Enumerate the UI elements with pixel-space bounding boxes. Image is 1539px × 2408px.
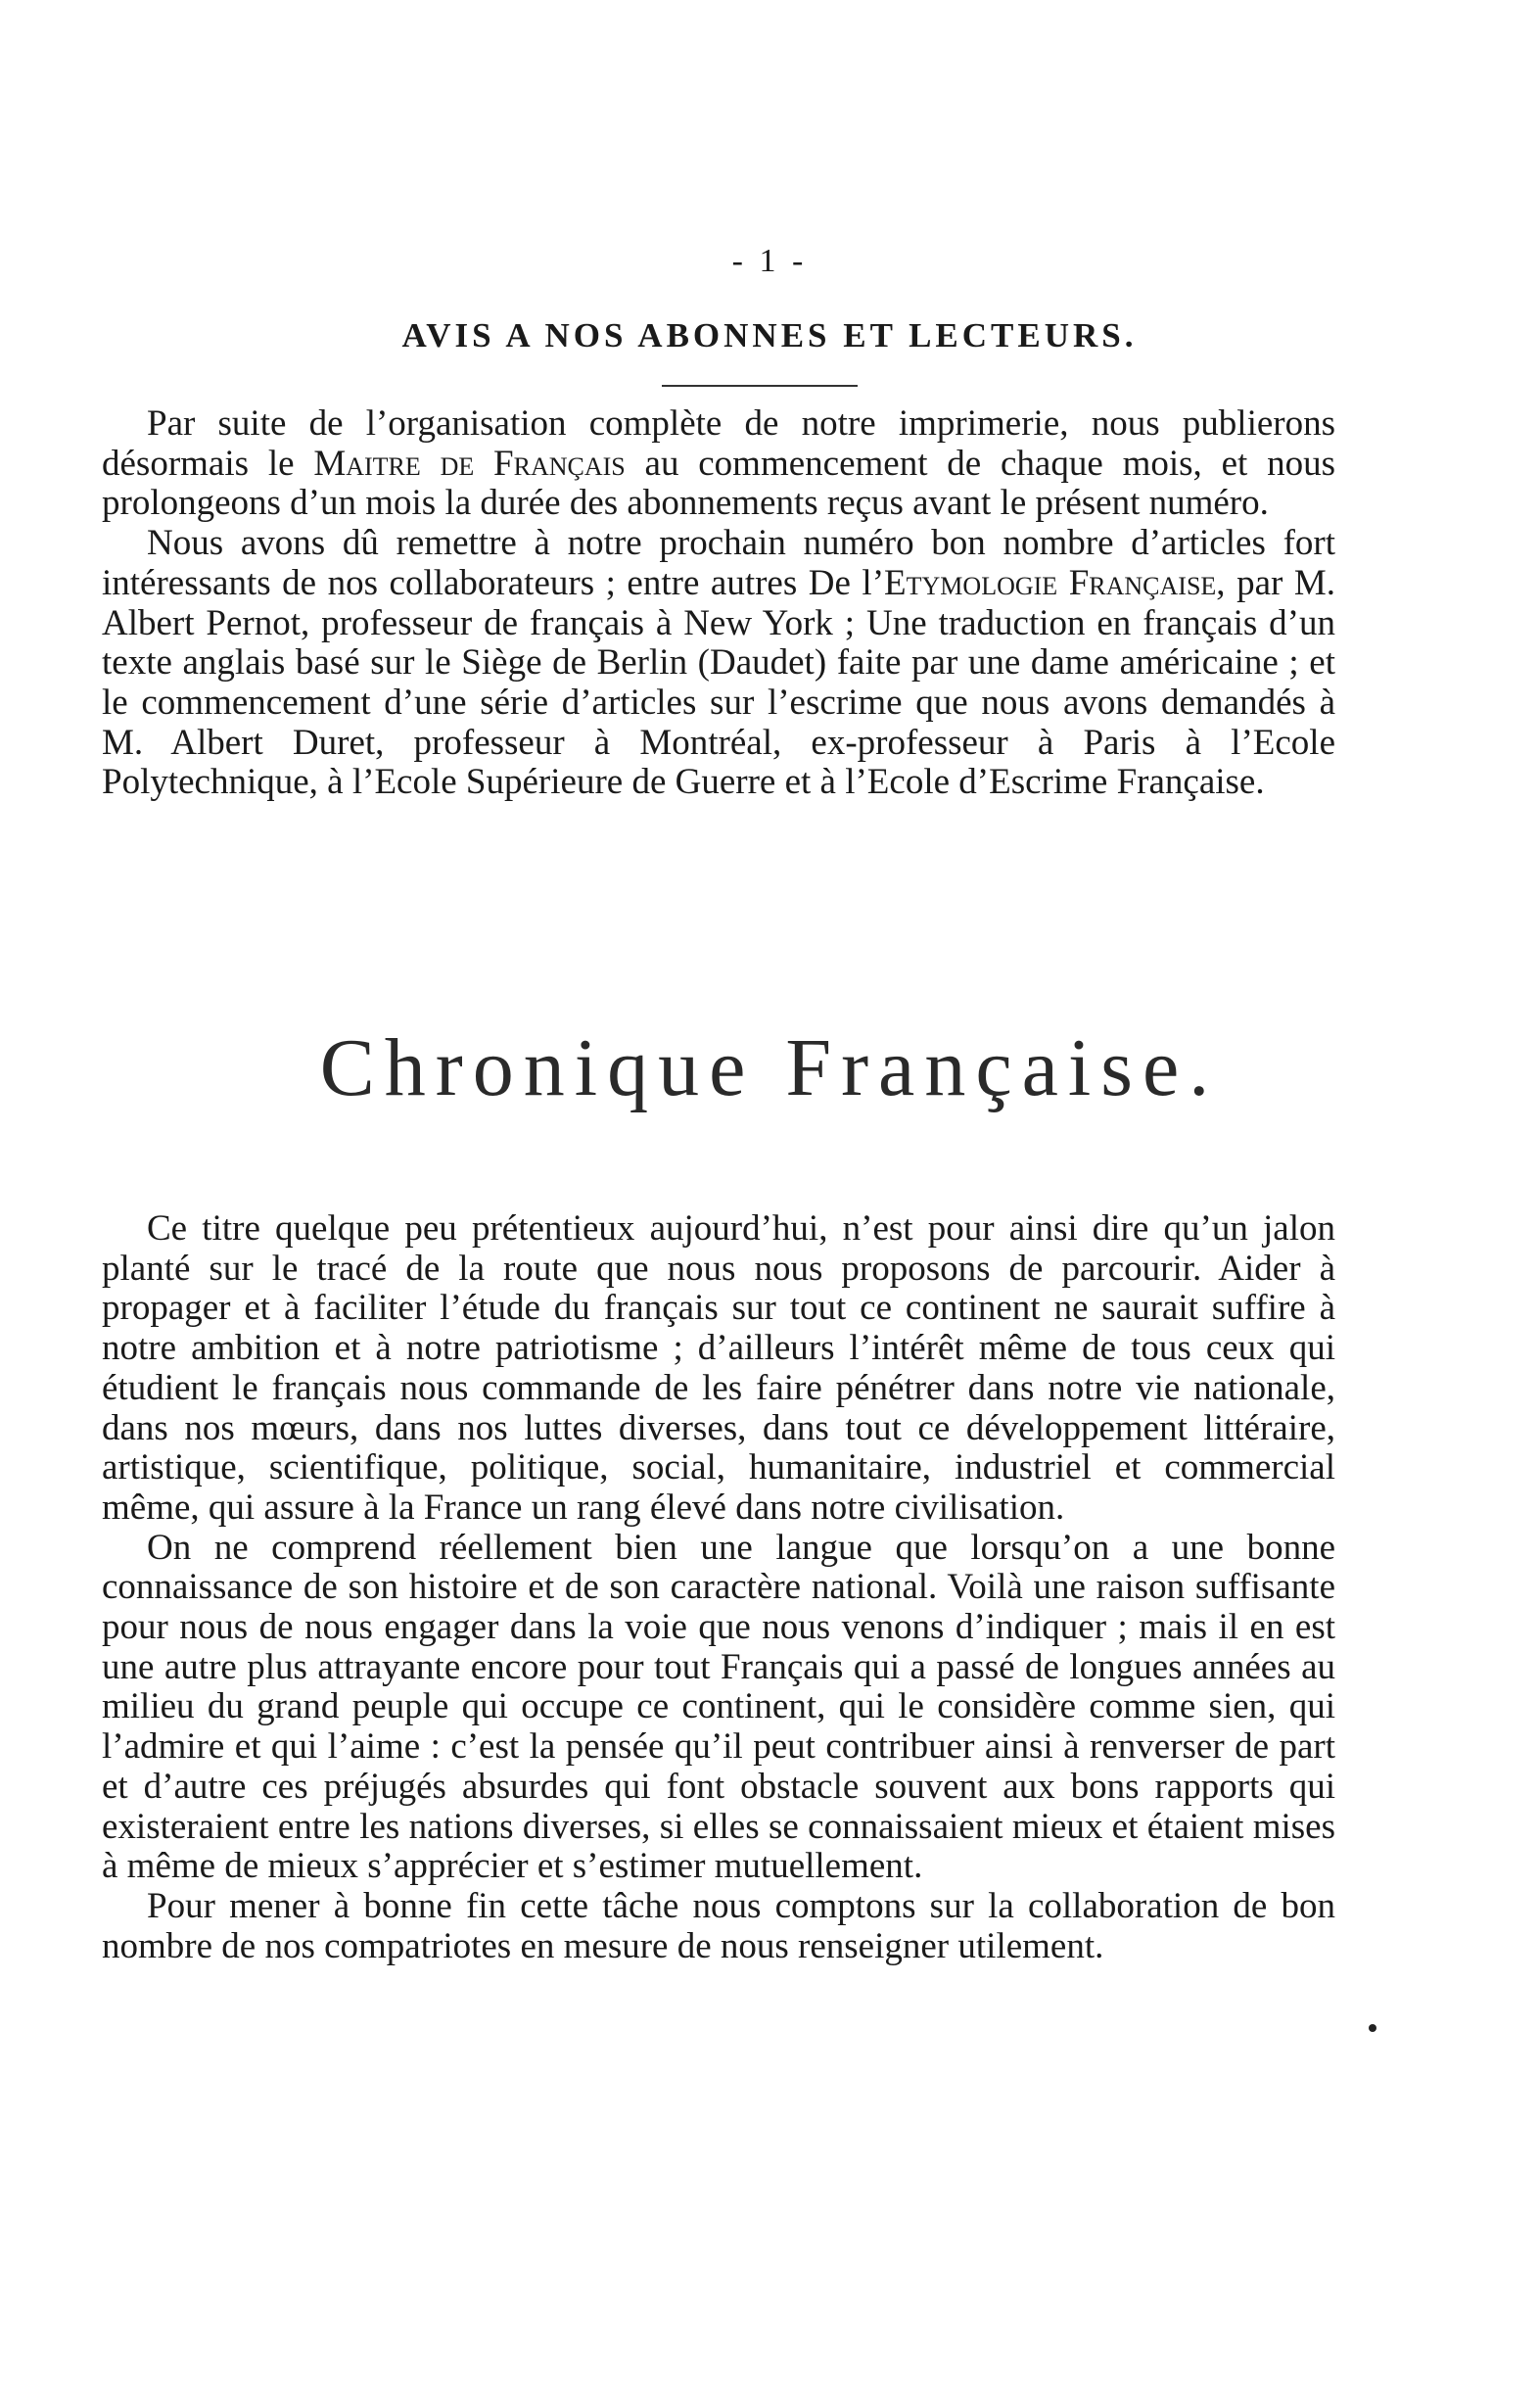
notice-paragraph xyxy=(102,524,1335,803)
notice-paragraph-text: au commencement de chaque mois, et nous prolongeons d’un mois la durée des abonnements reçus avant le présent numéro. xyxy=(102,443,1335,524)
section-title: Chronique Française. xyxy=(319,1022,1220,1113)
journal-title: Maitre de Français xyxy=(313,443,626,484)
notice-paragraph-text: Par suite de l’organisation complète de notre imprimerie, nous publierons désormais le xyxy=(102,403,1335,484)
chronique-paragraph: Pour mener à bonne fin cette tâche nous comptons sur la collaboration de bon nombre de nos compatriotes en mesure de nous renseigner utilement. xyxy=(102,1885,1335,1966)
chronique-paragraph: On ne comprend réellement bien une langue que lorsqu’on a une bonne connaissance de son histoire et de son caractère national. Voilà une raison suffisante pour nous de nous engager dans la voie que nous venons d’indiquer ; mais il en est une autre plus attrayante encore pour tout Français qui a passé de longues années au milieu du grand peuple qui occupe ce continent, qui le considère comme sien, qui l’admire et qui l’aime : c’est la pensée qu’il peut contribuer ainsi à renverser de part et d’autre ces préjugés absurdes qui font obstacle souvent aux bons rapports qui existeraient entre les nations diverses, si elles se connaissaient mieux et étaient mises à même de mieux s’apprécier et s’estimer mutuellement. xyxy=(102,1527,1335,1887)
heading-divider xyxy=(662,385,858,387)
notice-paragraph xyxy=(102,404,1335,524)
margin-dot xyxy=(1369,2024,1376,2032)
notice-paragraph-text: , par M. Albert Pernot, professeur de français à New York ; Une traduction en français d’un texte anglais basé sur le Siège de Berlin (Daudet) faite par une dame américaine ; et le commencement d’une série d’articles sur l’escrime que nous avons demandés à M. Albert Duret, professeur à Montréal, ex-professeur à Paris à l’Ecole Polytechnique, à l’Ecole Supérieure de Guerre et à l’Ecole d’Escrime Française. xyxy=(102,562,1335,803)
notice-heading: AVIS A NOS ABONNES ET LECTEURS. xyxy=(401,316,1138,354)
page-number: - 1 - xyxy=(731,243,808,279)
notice-paragraph-text: Nous avons dû remettre à notre prochain numéro bon nombre d’articles fort intéressants de nos collaborateurs ; entre autres De l’ xyxy=(102,523,1335,603)
chronique-paragraph: Ce titre quelque peu prétentieux aujourd’hui, n’est pour ainsi dire qu’un jalon planté sur le tracé de la route que nous nous proposons de parcourir. Aider à propager et à faciliter l’étude du français sur tout ce continent ne saurait suffire à notre ambition et à notre patriotisme ; d’ailleurs l’intérêt même de tous ceux qui étudient le français nous commande de les faire pénétrer dans notre vie nationale, dans nos mœurs, dans nos luttes diverses, dans tout ce développement littéraire, artistique, scientifique, politique, social, humanitaire, industriel et commercial même, qui assure à la France un rang élevé dans notre civilisation. xyxy=(102,1208,1335,1528)
article-title: Etymologie Française xyxy=(884,562,1217,603)
notice-body xyxy=(102,404,1335,803)
chronique-body xyxy=(102,1209,1335,1966)
